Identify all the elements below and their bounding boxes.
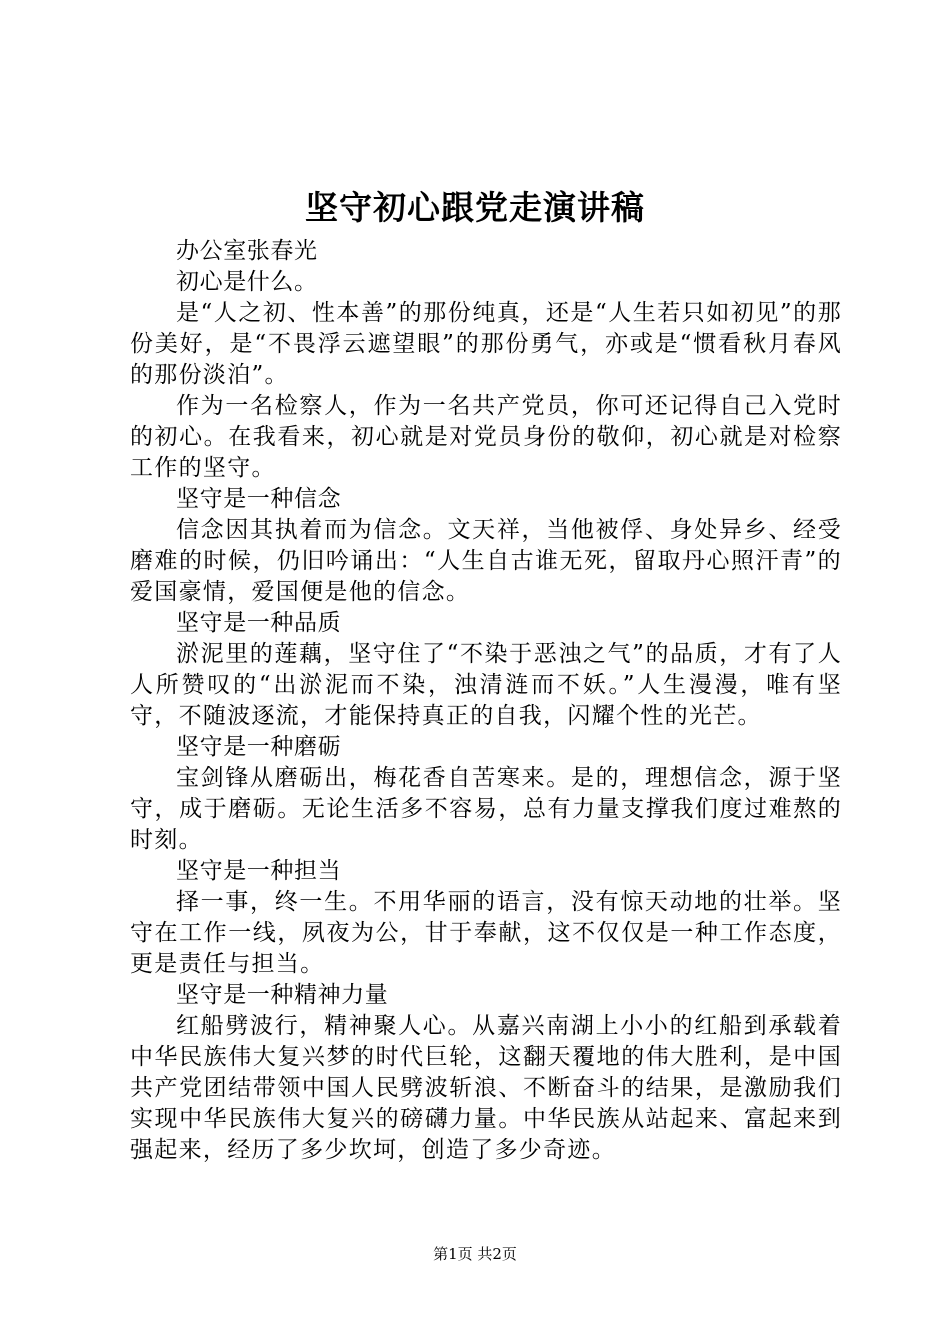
paragraph: 信念因其执着而为信念。文天祥，当他被俘、身处异乡、经受磨难的时候，仍旧吟诵出：“人生自古谁无死，留取丹心照汗青”的爱国豪情，爱国便是他的信念。 [130,517,842,605]
paragraph: 初心是什么。 [176,269,318,295]
document-body [130,236,842,1166]
paragraph: 作为一名检察人，作为一名共产党员，你可还记得自己入党时的初心。在我看来，初心就是对党员身份的敬仰，初心就是对检察工作的坚守。 [130,393,842,481]
paragraph: 淤泥里的莲藕，坚守住了“不染于恶浊之气”的品质，才有了人人所赞叹的“出淤泥而不染，浊清涟而不妖。”人生漫漫，唯有坚守，不随波逐流，才能保持真正的自我，闪耀个性的光芒。 [130,641,842,729]
section-heading: 坚守是一种精神力量 [176,982,389,1008]
paragraph: 宝剑锋从磨砺出，梅花香自苦寒来。是的，理想信念，源于坚守，成于磨砺。无论生活多不容易，总有力量支撑我们度过难熬的时刻。 [130,765,842,853]
section-heading: 坚守是一种磨砺 [176,734,342,760]
paragraph: 红船劈波行，精神聚人心。从嘉兴南湖上小小的红船到承载着中华民族伟大复兴梦的时代巨轮，这翻天覆地的伟大胜利，是中国共产党团结带领中国人民劈波斩浪、不断奋斗的结果，是激励我们实现中华民族伟大复兴的磅礴力量。中华民族从站起来、富起来到强起来，经历了多少坎坷，创造了多少奇迹。 [130,1013,842,1163]
section-heading: 坚守是一种品质 [176,610,342,636]
section-heading: 坚守是一种担当 [176,858,342,884]
page-footer: 第1页 共2页 [433,1245,517,1263]
author-line: 办公室张春光 [176,238,318,264]
section-heading: 坚守是一种信念 [176,486,342,512]
paragraph: 是“人之初、性本善”的那份纯真，还是“人生若只如初见”的那份美好，是“不畏浮云遮望眼”的那份勇气，亦或是“惯看秋月春风的那份淡泊”。 [130,300,842,388]
paragraph: 择一事，终一生。不用华丽的语言，没有惊天动地的壮举。坚守在工作一线，夙夜为公，甘于奉献，这不仅仅是一种工作态度，更是责任与担当。 [130,889,842,977]
document-title: 坚守初心跟党走演讲稿 [305,188,645,227]
